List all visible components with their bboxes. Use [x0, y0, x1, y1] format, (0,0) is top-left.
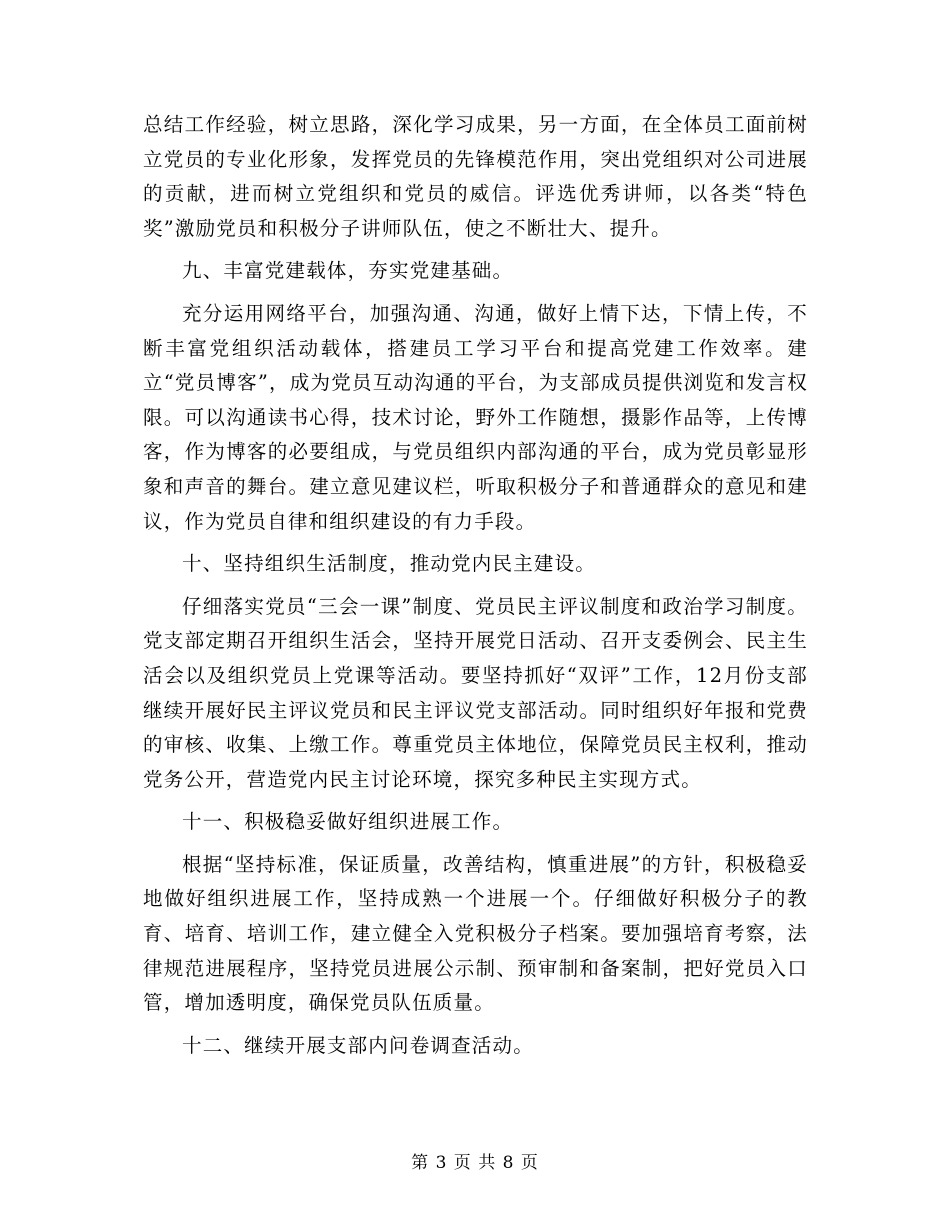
- paragraph-gap: [143, 797, 808, 805]
- paragraph-gap: [143, 289, 808, 297]
- page-number-footer: 第 3 页 共 8 页: [411, 1153, 539, 1173]
- section-heading-9: 九、丰富党建载体，夯实党建基础。: [182, 259, 514, 283]
- paragraph-gap: [143, 246, 808, 254]
- paragraph-gap: [143, 1021, 808, 1029]
- section-heading-10: 十、坚持组织生活制度，推动党内民主建设。: [182, 552, 597, 576]
- paragraph-continuation: 总结工作经验，树立思路，深化学习成果，另一方面，在全体员工面前树立党员的专业化形象，发挥党员的先锋模范作用，突出党组织对公司进展的贡献，进而树立党组织和党员的威信。评选优秀讲师，以各类“特色奖”激励党员和积极分子讲师队伍，使之不断壮大、提升。: [143, 113, 808, 240]
- section-heading-11: 十一、积极稳妥做好组织进展工作。: [182, 810, 514, 834]
- document-body: [143, 108, 808, 1063]
- paragraph-gap: [143, 582, 808, 590]
- paragraph-section-9: 充分运用网络平台，加强沟通、沟通，做好上情下达，下情上传，不断丰富党组织活动载体，搭建员工学习平台和提高党建工作效率。建立“党员博客”，成为党员互动沟通的平台，为支部成员提供浏览和发言权限。可以沟通读书心得，技术讨论，野外工作随想，摄影作品等，上传博客，作为博客的必要组成，与党员组织内部沟通的平台，成为党员彰显形象和声音的舞台。建立意见建议栏，听取积极分子和普通群众的意见和建议，作为党员自律和组织建设的有力手段。: [143, 301, 808, 533]
- paragraph-gap: [143, 840, 808, 848]
- section-heading-12: 十二、继续开展支部内问卷调查活动。: [182, 1033, 534, 1057]
- paragraph-gap: [143, 539, 808, 547]
- paragraph-section-11: 根据“坚持标准，保证质量，改善结构，慎重进展”的方针，积极稳妥地做好组织进展工作，坚持成熟一个进展一个。仔细做好积极分子的教育、培育、培训工作，建立健全入党积极分子档案。要加强培育考察，法律规范进展程序，坚持党员进展公示制、预审制和备案制，把好党员入口管，增加透明度，确保党员队伍质量。: [143, 852, 808, 1015]
- paragraph-section-10: 仔细落实党员“三会一课”制度、党员民主评议制度和政治学习制度。党支部定期召开组织生活会，坚持开展党日活动、召开支委例会、民主生活会以及组织党员上党课等活动。要坚持抓好“双评”工作，12月份支部继续开展好民主评议党员和民主评议党支部活动。同时组织好年报和党费的审核、收集、上缴工作。尊重党员主体地位，保障党员民主权利，推动党务公开，营造党内民主讨论环境，探究多种民主实现方式。: [143, 594, 808, 791]
